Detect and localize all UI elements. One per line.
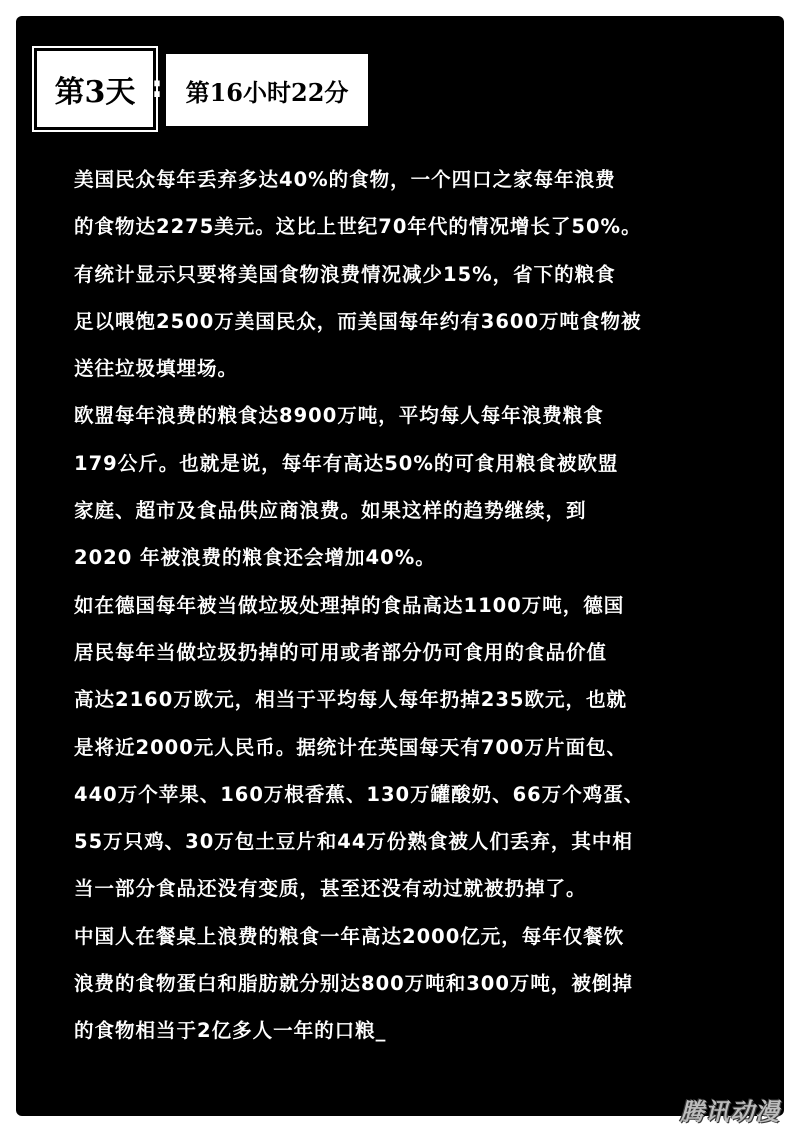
body-text [74, 156, 764, 1055]
comic-panel [16, 16, 784, 1126]
text-line: 当一部分食品还没有变质，甚至还没有动过就被扔掉了。 [74, 877, 587, 901]
text-line: 美国民众每年丢弃多达40%的食物，一个四口之家每年浪费 [74, 168, 616, 191]
text-line: 179公斤。也就是说，每年有高达50%的可食用粮食被欧盟 [74, 451, 619, 475]
text-line: 欧盟每年浪费的粮食达8900万吨，平均每人每年浪费粮食 [74, 404, 604, 428]
header-colon: : [151, 69, 163, 105]
text-line: 的食物相当于2亿多人一年的口粮_ [74, 1019, 387, 1043]
text-line: 的食物达2275美元。这比上世纪70年代的情况增长了50%。 [74, 215, 642, 239]
text-line: 足以喂饱2500万美国民众，而美国每年约有3600万吨食物被 [74, 309, 642, 333]
day-label: 第3天 [34, 48, 156, 130]
text-line: 是将近2000元人民币。据统计在英国每天有700万片面包、 [74, 735, 627, 759]
text-line: 中国人在餐桌上浪费的粮食一年高达2000亿元，每年仅餐饮 [74, 924, 625, 948]
text-line: 有统计显示只要将美国食物浪费情况减少15%，省下的粮食 [74, 262, 616, 286]
watermark-logo: 腾讯动漫 [680, 1097, 780, 1126]
text-line: 家庭、超市及食品供应商浪费。如果这样的趋势继续，到 [74, 499, 587, 523]
text-line: 居民每年当做垃圾扔掉的可用或者部分仍可食用的食品价值 [74, 640, 608, 664]
text-line: 440万个苹果、160万根香蕉、130万罐酸奶、66万个鸡蛋、 [74, 782, 645, 806]
text-line: 浪费的食物蛋白和脂肪就分别达800万吨和300万吨，被倒掉 [74, 972, 633, 996]
text-line: 送往垃圾填埋场。 [74, 357, 239, 381]
time-label: 第16小时22分 [166, 54, 368, 126]
text-line: 高达2160万欧元，相当于平均每人每年扔掉235欧元，也就 [74, 688, 627, 712]
text-line: 2020 年被浪费的粮食还会增加40%。 [74, 546, 436, 570]
text-line: 55万只鸡、30万包土豆片和44万份熟食被人们丢弃，其中相 [74, 830, 633, 854]
text-line: 如在德国每年被当做垃圾处理掉的食品高达1100万吨，德国 [74, 593, 625, 617]
